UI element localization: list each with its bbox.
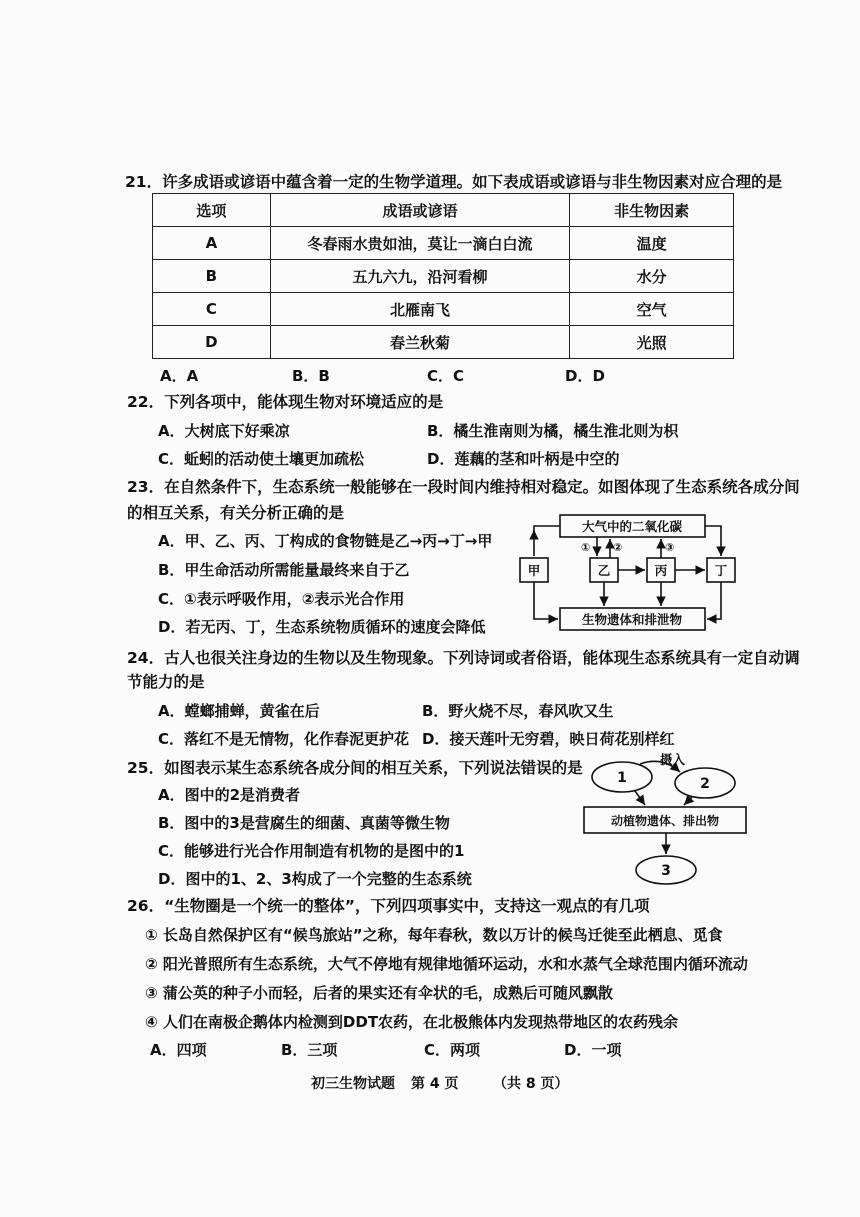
q23-option-c: C．①表示呼吸作用，②表示光合作用	[158, 590, 405, 608]
remains-label: 生物遗体和排泄物	[581, 612, 683, 627]
q22-option-b: B．橘生淮南则为橘，橘生淮北则为枳	[427, 422, 679, 440]
yi-label: 乙	[597, 563, 611, 578]
footer-page: 第 4 页	[411, 1076, 459, 1092]
ding-label: 丁	[714, 563, 728, 578]
table-cell: 光照	[570, 326, 734, 359]
q25-ecosystem-diagram	[580, 752, 755, 888]
footer-title: 初三生物试题	[311, 1076, 395, 1092]
table-row	[153, 227, 734, 260]
q25-option-c: C．能够进行光合作用制造有机物的是图中的1	[158, 842, 465, 860]
circle-2-label: 2	[700, 776, 710, 792]
arrow-1-remains	[635, 791, 645, 805]
q21-option-c: C．C	[427, 367, 465, 385]
footer-total: （共 8 页）	[493, 1076, 569, 1092]
q23-option-d: D．若无丙、丁，生态系统物质循环的速度会降低	[158, 618, 486, 636]
q26-fact-3: ③ 蒲公英的种子小而轻，后者的果实还有伞状的毛，成熟后可随风飘散	[145, 984, 613, 1002]
table-cell: A	[153, 227, 271, 260]
q26-fact-4: ④ 人们在南极企鹅体内检测到DDT农药，在北极熊体内发现热带地区的农药残余	[145, 1013, 679, 1031]
q26-option-d: D．一项	[564, 1041, 622, 1059]
q25-option-d: D．图中的1、2、3构成了一个完整的生态系统	[158, 870, 472, 888]
circle-3-label: 3	[661, 863, 671, 879]
table-cell: D	[153, 326, 271, 359]
q21-table	[152, 193, 734, 359]
q26-fact-1: ① 长岛自然保护区有“候鸟旅站”之称，每年春秋，数以万计的候鸟迁徙至此栖息、觅食	[145, 926, 723, 944]
q21-option-d: D．D	[565, 367, 605, 385]
q24-option-b: B．野火烧不尽，春风吹又生	[422, 702, 614, 720]
table-cell: 温度	[570, 227, 734, 260]
table-cell: 北雁南飞	[270, 293, 569, 326]
arrow-jia-remains	[534, 582, 558, 619]
table-header-cell: 选项	[153, 194, 271, 227]
table-cell: 春兰秋菊	[270, 326, 569, 359]
label-1: ①	[581, 541, 591, 554]
arrow-co2-ding	[705, 526, 721, 556]
q22-option-c: C．蚯蚓的活动使土壤更加疏松	[158, 450, 365, 468]
q26-stem: 26．“生物圈是一个统一的整体”，下列四项事实中，支持这一观点的有几项	[127, 897, 650, 915]
table-row	[153, 260, 734, 293]
q24-stem-line1: 24．古人也很关注身边的生物以及生物现象。下列诗词或者俗语，能体现生态系统具有一定自动调	[127, 649, 800, 667]
q22-option-d: D．莲藕的茎和叶柄是中空的	[427, 450, 620, 468]
q21-stem: 21．许多成语或谚语中蕴含着一定的生物学道理。如下表成语或谚语与非生物因素对应合理的是	[125, 173, 783, 191]
intake-label: 摄入	[660, 752, 686, 767]
q25-option-a: A．图中的2是消费者	[158, 786, 301, 804]
table-header-cell: 成语或谚语	[270, 194, 569, 227]
arrow-ding-remains	[707, 582, 721, 619]
label-2: ②	[613, 541, 623, 554]
q25-option-b: B．图中的3是营腐生的细菌、真菌等微生物	[158, 814, 450, 832]
q21-option-a: A．A	[160, 367, 199, 385]
table-cell: 冬春雨水贵如油，莫让一滴白白流	[270, 227, 569, 260]
q23-ecosystem-diagram	[515, 510, 750, 635]
table-header-cell: 非生物因素	[570, 194, 734, 227]
table-cell: B	[153, 260, 271, 293]
label-3: ③	[665, 541, 675, 554]
table-cell: C	[153, 293, 271, 326]
q23-stem-line2: 的相互关系，有关分析正确的是	[127, 504, 345, 522]
q21-option-b: B．B	[292, 367, 330, 385]
remains-label: 动植物遗体、排出物	[610, 814, 720, 828]
table-row	[153, 293, 734, 326]
line-co2-jia	[534, 526, 560, 556]
table-cell: 空气	[570, 293, 734, 326]
atmosphere-co2-label: 大气中的二氧化碳	[581, 519, 683, 534]
bing-label: 丙	[654, 563, 668, 578]
q23-stem-line1: 23．在自然条件下，生态系统一般能够在一段时间内维持相对稳定。如图体现了生态系统各成分间	[127, 478, 800, 496]
circle-1-label: 1	[617, 770, 627, 786]
q26-fact-2: ② 阳光普照所有生态系统，大气不停地有规律地循环运动，水和水蒸气全球范围内循环流动	[145, 955, 748, 973]
table-cell: 水分	[570, 260, 734, 293]
q22-stem: 22．下列各项中，能体现生物对环境适应的是	[127, 393, 444, 411]
table-cell: 五九六九，沿河看柳	[270, 260, 569, 293]
q22-option-a: A．大树底下好乘凉	[158, 422, 290, 440]
table-row	[153, 326, 734, 359]
q26-option-c: C．两项	[424, 1041, 481, 1059]
q23-option-a: A．甲、乙、丙、丁构成的食物链是乙→丙→丁→甲	[158, 532, 493, 550]
jia-label: 甲	[527, 563, 541, 578]
q25-stem: 25．如图表示某生态系统各成分间的相互关系，下列说法错误的是	[127, 759, 583, 777]
table-header-row	[153, 194, 734, 227]
q24-stem-line2: 节能力的是	[127, 673, 205, 691]
q26-option-a: A．四项	[150, 1041, 207, 1059]
q24-option-d: D．接天莲叶无穷碧，映日荷花别样红	[422, 730, 675, 748]
q24-option-a: A．螳螂捕蝉，黄雀在后	[158, 702, 320, 720]
q24-option-c: C．落红不是无情物，化作春泥更护花	[158, 730, 410, 748]
q23-option-b: B．甲生命活动所需能量最终来自于乙	[158, 561, 410, 579]
arrow-2-remains	[684, 797, 692, 805]
q26-option-b: B．三项	[281, 1041, 338, 1059]
